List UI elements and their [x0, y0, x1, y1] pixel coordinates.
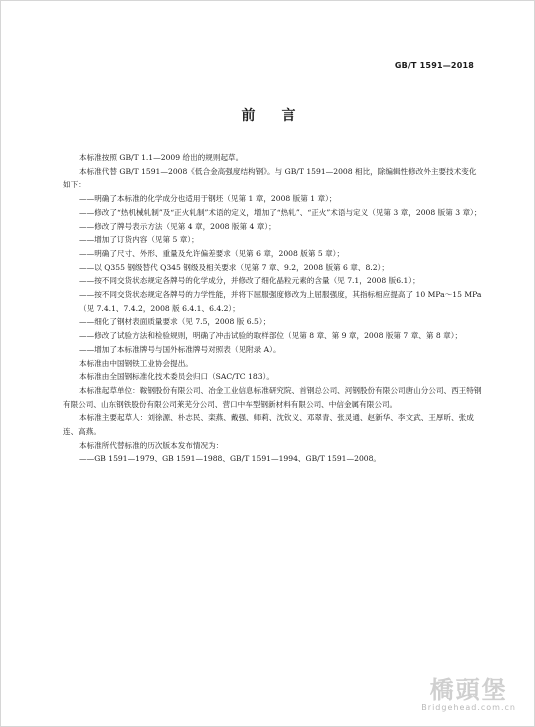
list-item: ——按不同交货状态规定各牌号的力学性能，并将下屈服强度修改为上屈服强度，其指标相应提高了 10 MPa～15 MPa（见 7.4.1、7.4.2，2008 版 6.4.1、6.4.2）； — [79, 290, 482, 313]
list-item: ——增加了本标准牌号与国外标准牌号对照表（见附录 A）。 — [79, 344, 281, 354]
paragraph: 本标准主要起草人：刘徐源、朴志民、栾燕、戴强、师莉、沈钦义、邓翠青、张灵通、赵新华、李文武、王厚昕、张成连、高燕。 — [63, 413, 474, 437]
watermark — [421, 670, 516, 712]
list-item: ——细化了钢材表面质量要求（见 7.5，2008 版 6.5）； — [79, 317, 271, 327]
watermark-url: Bridgehead.com.cn — [421, 703, 516, 712]
list-item: ——修改了牌号表示方法（见第 4 章，2008 版第 4 章）； — [79, 221, 276, 231]
list-item: ——明确了本标准的化学成分也适用于钢坯（见第 1 章，2008 版第 1 章）； — [79, 194, 337, 204]
list-item: ——修改了“热机械轧制”及“正火轧制”术语的定义，增加了“热轧”、“正火”术语与定义（见第 3 章，2008 版第 3 章）； — [79, 207, 482, 217]
watermark-logo: 橋頭堡 — [429, 675, 508, 704]
paragraph: 本标准由中国钢铁工业协会提出。 — [79, 358, 193, 368]
list-item: ——修改了试验方法和检验规则，明确了冲击试验的取样部位（见第 8 章、第 9 章，2008 版第 7 章、第 8 章）； — [79, 331, 463, 341]
paragraph: 本标准由全国钢标准化技术委员会归口（SAC/TC 183）。 — [79, 372, 274, 382]
list-item: ——以 Q355 钢级替代 Q345 钢级及相关要求（见第 7 章、9.2，2008 版第 6 章、8.2）； — [79, 262, 389, 272]
foreword-body — [63, 151, 483, 466]
list-item: ——按不同交货状态规定各牌号的化学成分，并修改了细化晶粒元素的含量（见 7.1，2008 版6.1）； — [79, 276, 420, 286]
list-item: ——明确了尺寸、外形、重量及允许偏差要求（见第 6 章，2008 版第 5 章）； — [79, 248, 345, 258]
page-title: 前言 — [241, 108, 322, 124]
list-item: ——增加了订货内容（见第 5 章）； — [79, 235, 199, 245]
paragraph: 本标准按照 GB/T 1.1—2009 给出的规则起草。 — [79, 153, 244, 162]
paragraph: 本标准代替 GB/T 1591—2008《低合金高强度结构钢》。与 GB/T 1591—2008 相比，除编辑性修改外主要技术变化如下： — [63, 166, 477, 190]
list-item: ——GB 1591—1979、GB 1591—1988、GB/T 1591—1994、GB/T 1591—2008。 — [79, 454, 382, 464]
paragraph: 本标准起草单位：鞍钢股份有限公司、冶金工业信息标准研究院、首钢总公司、河钢股份有限公司唐山分公司、西王特钢有限公司、山东钢铁股份有限公司莱芜分公司、营口中车型钢新材料有限公司、中信金属有限公司。 — [63, 385, 482, 409]
standard-number: GB/T 1591—2018 — [394, 61, 474, 70]
paragraph: 本标准所代替标准的历次版本发布情况为： — [79, 440, 224, 450]
